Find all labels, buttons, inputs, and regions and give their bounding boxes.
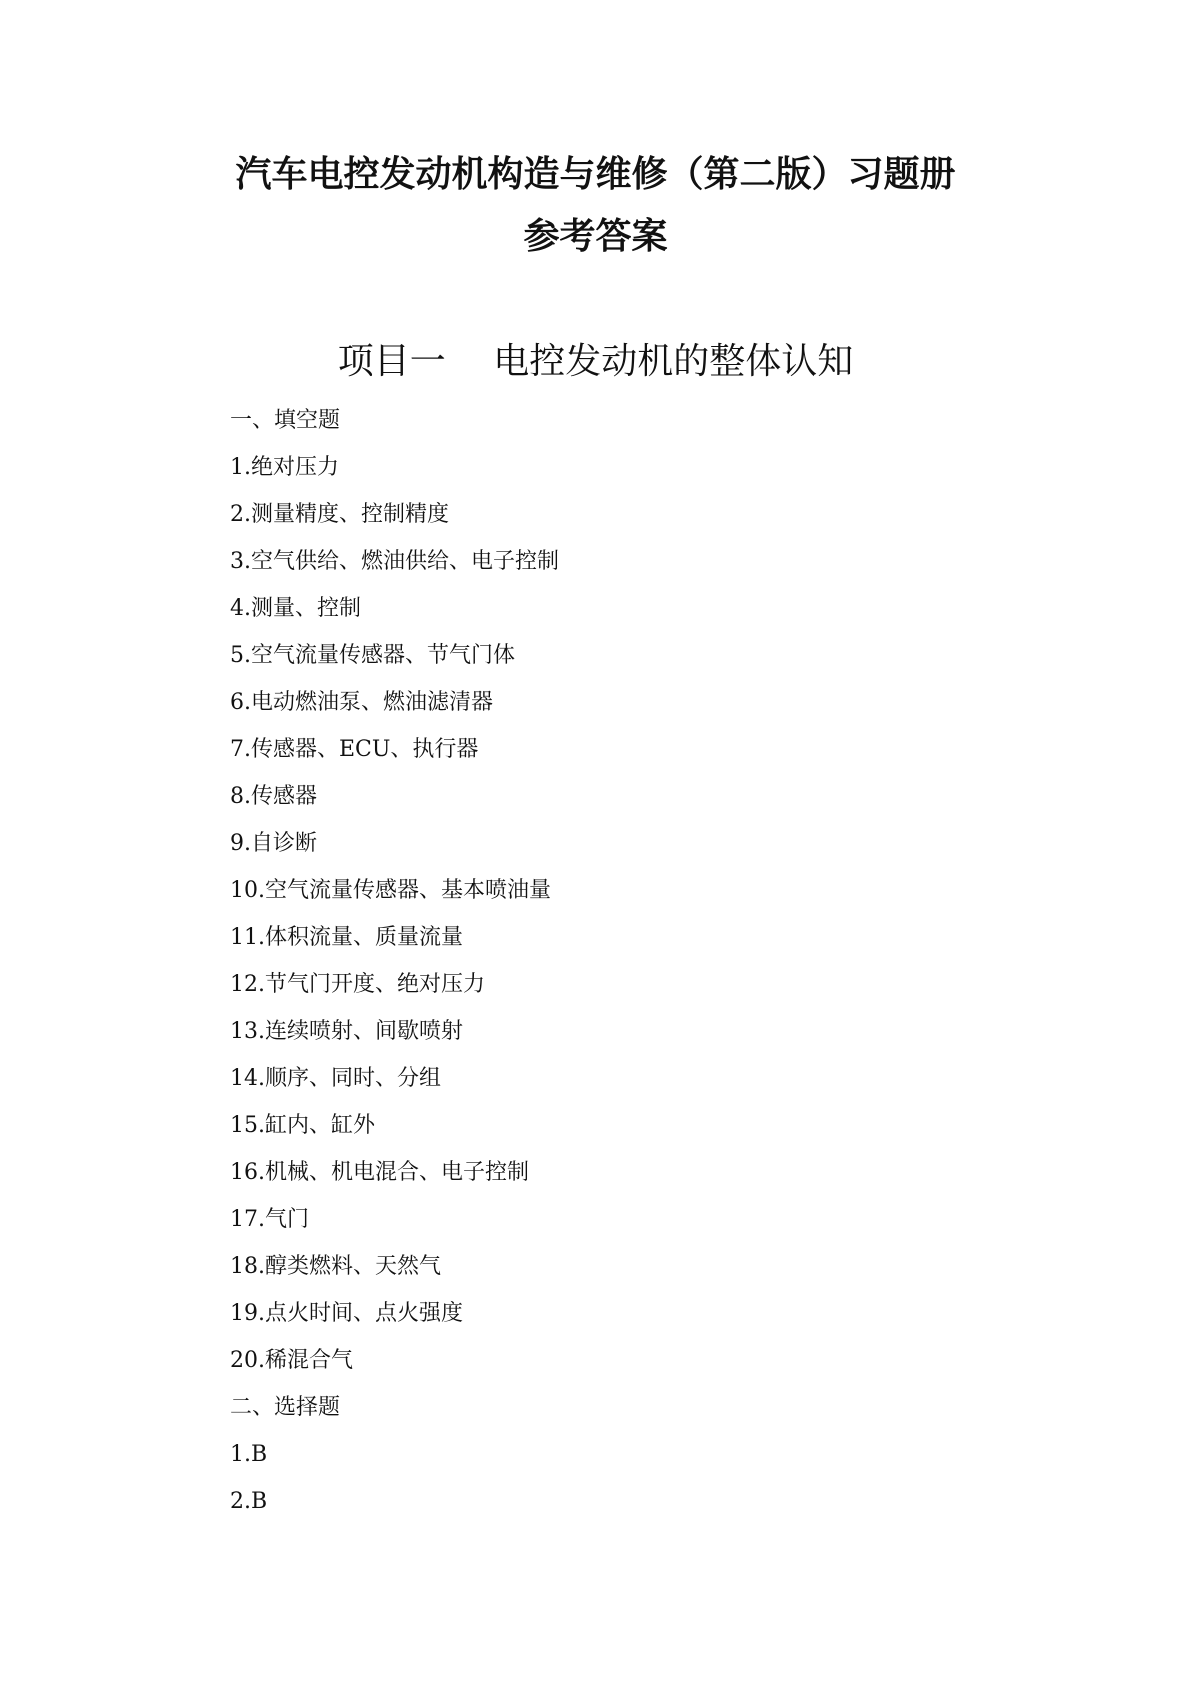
- answer-line: 12.节气门开度、绝对压力: [230, 972, 485, 997]
- document-subtitle: 参考答案: [523, 215, 668, 257]
- question-section-heading: 二、选择题: [230, 1395, 341, 1420]
- answer-line: 7.传感器、ECU、执行器: [230, 737, 479, 762]
- document-title: 汽车电控发动机构造与维修（第二版）习题册: [235, 153, 956, 195]
- answer-line: 13.连续喷射、间歇喷射: [230, 1019, 463, 1044]
- question-section-heading: 一、填空题: [230, 408, 341, 433]
- section-title: 项目一 电控发动机的整体认知: [337, 341, 854, 382]
- answer-line: 1.绝对压力: [230, 455, 339, 480]
- answer-line: 2.B: [230, 1489, 268, 1514]
- answer-line: 16.机械、机电混合、电子控制: [230, 1160, 529, 1185]
- answer-line: 6.电动燃油泵、燃油滤清器: [230, 690, 493, 715]
- answer-line: 5.空气流量传感器、节气门体: [230, 643, 515, 668]
- answer-line: 4.测量、控制: [230, 596, 361, 621]
- answer-line: 20.稀混合气: [230, 1348, 353, 1373]
- answer-line: 10.空气流量传感器、基本喷油量: [230, 878, 551, 903]
- answer-line: 15.缸内、缸外: [230, 1113, 375, 1138]
- answer-line: 8.传感器: [230, 784, 317, 809]
- answer-list: [230, 397, 1130, 1525]
- answer-line: 18.醇类燃料、天然气: [230, 1254, 441, 1279]
- answer-line: 19.点火时间、点火强度: [230, 1301, 463, 1326]
- answer-line: 14.顺序、同时、分组: [230, 1066, 441, 1091]
- answer-line: 2.测量精度、控制精度: [230, 502, 449, 527]
- answer-line: 17.气门: [230, 1207, 309, 1232]
- answer-line: 1.B: [230, 1442, 268, 1467]
- answer-line: 9.自诊断: [230, 831, 317, 856]
- answer-line: 3.空气供给、燃油供给、电子控制: [230, 549, 559, 574]
- answer-line: 11.体积流量、质量流量: [230, 925, 463, 950]
